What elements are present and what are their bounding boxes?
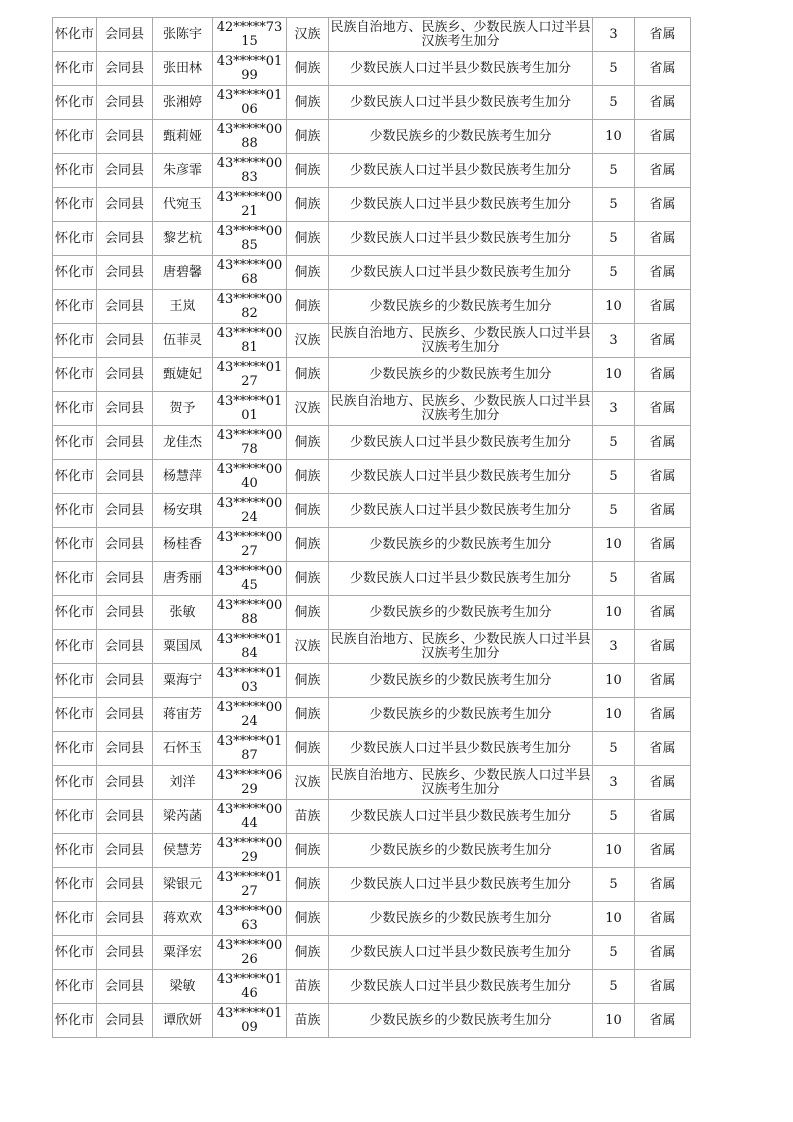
bonus-policy-cell: 少数民族人口过半县少数民族考生加分 xyxy=(329,494,593,528)
id-number-cell: 43*****0127 xyxy=(213,868,287,902)
table-row xyxy=(53,154,691,188)
table-row xyxy=(53,528,691,562)
county-cell: 会同县 xyxy=(97,596,153,630)
ethnicity-cell: 侗族 xyxy=(287,902,329,936)
bonus-policy-cell: 少数民族人口过半县少数民族考生加分 xyxy=(329,154,593,188)
table-row xyxy=(53,324,691,358)
city-cell: 怀化市 xyxy=(53,188,97,222)
ethnicity-cell: 侗族 xyxy=(287,188,329,222)
city-cell: 怀化市 xyxy=(53,18,97,52)
city-cell: 怀化市 xyxy=(53,528,97,562)
bonus-points-cell: 3 xyxy=(593,324,635,358)
name-cell: 张敏 xyxy=(153,596,213,630)
id-number-cell: 43*****0109 xyxy=(213,1004,287,1038)
table-body xyxy=(53,18,691,1038)
county-cell: 会同县 xyxy=(97,630,153,664)
ethnicity-cell: 侗族 xyxy=(287,868,329,902)
bonus-policy-cell: 民族自治地方、民族乡、少数民族人口过半县汉族考生加分 xyxy=(329,630,593,664)
bonus-policy-cell: 少数民族人口过半县少数民族考生加分 xyxy=(329,562,593,596)
level-cell: 省属 xyxy=(635,290,691,324)
level-cell: 省属 xyxy=(635,970,691,1004)
id-number-cell: 43*****0083 xyxy=(213,154,287,188)
ethnicity-cell: 侗族 xyxy=(287,936,329,970)
bonus-policy-cell: 少数民族人口过半县少数民族考生加分 xyxy=(329,426,593,460)
ethnicity-cell: 侗族 xyxy=(287,290,329,324)
bonus-points-cell: 5 xyxy=(593,188,635,222)
county-cell: 会同县 xyxy=(97,86,153,120)
bonus-points-cell: 10 xyxy=(593,290,635,324)
bonus-points-cell: 5 xyxy=(593,562,635,596)
bonus-policy-cell: 少数民族乡的少数民族考生加分 xyxy=(329,1004,593,1038)
city-cell: 怀化市 xyxy=(53,222,97,256)
bonus-policy-cell: 少数民族乡的少数民族考生加分 xyxy=(329,596,593,630)
ethnicity-cell: 侗族 xyxy=(287,222,329,256)
bonus-points-cell: 5 xyxy=(593,732,635,766)
id-number-cell: 43*****0187 xyxy=(213,732,287,766)
bonus-points-table xyxy=(52,17,691,1038)
name-cell: 唐秀丽 xyxy=(153,562,213,596)
city-cell: 怀化市 xyxy=(53,868,97,902)
county-cell: 会同县 xyxy=(97,52,153,86)
county-cell: 会同县 xyxy=(97,528,153,562)
level-cell: 省属 xyxy=(635,18,691,52)
bonus-points-cell: 5 xyxy=(593,86,635,120)
name-cell: 杨桂香 xyxy=(153,528,213,562)
name-cell: 粟海宁 xyxy=(153,664,213,698)
level-cell: 省属 xyxy=(635,426,691,460)
table-row xyxy=(53,290,691,324)
bonus-points-cell: 10 xyxy=(593,528,635,562)
table-row xyxy=(53,936,691,970)
bonus-policy-cell: 少数民族人口过半县少数民族考生加分 xyxy=(329,970,593,1004)
county-cell: 会同县 xyxy=(97,970,153,1004)
bonus-policy-cell: 民族自治地方、民族乡、少数民族人口过半县汉族考生加分 xyxy=(329,766,593,800)
level-cell: 省属 xyxy=(635,324,691,358)
bonus-policy-cell: 少数民族人口过半县少数民族考生加分 xyxy=(329,800,593,834)
county-cell: 会同县 xyxy=(97,154,153,188)
name-cell: 梁银元 xyxy=(153,868,213,902)
bonus-policy-cell: 少数民族乡的少数民族考生加分 xyxy=(329,698,593,732)
city-cell: 怀化市 xyxy=(53,732,97,766)
bonus-policy-cell: 少数民族乡的少数民族考生加分 xyxy=(329,902,593,936)
name-cell: 王岚 xyxy=(153,290,213,324)
table-row xyxy=(53,358,691,392)
bonus-policy-cell: 少数民族人口过半县少数民族考生加分 xyxy=(329,936,593,970)
name-cell: 梁芮菡 xyxy=(153,800,213,834)
level-cell: 省属 xyxy=(635,1004,691,1038)
county-cell: 会同县 xyxy=(97,732,153,766)
id-number-cell: 43*****0027 xyxy=(213,528,287,562)
table-row xyxy=(53,120,691,154)
bonus-policy-cell: 民族自治地方、民族乡、少数民族人口过半县汉族考生加分 xyxy=(329,18,593,52)
county-cell: 会同县 xyxy=(97,902,153,936)
id-number-cell: 43*****0078 xyxy=(213,426,287,460)
id-number-cell: 43*****0021 xyxy=(213,188,287,222)
level-cell: 省属 xyxy=(635,52,691,86)
id-number-cell: 43*****0088 xyxy=(213,120,287,154)
level-cell: 省属 xyxy=(635,86,691,120)
ethnicity-cell: 汉族 xyxy=(287,324,329,358)
city-cell: 怀化市 xyxy=(53,834,97,868)
id-number-cell: 43*****0106 xyxy=(213,86,287,120)
level-cell: 省属 xyxy=(635,664,691,698)
ethnicity-cell: 汉族 xyxy=(287,766,329,800)
id-number-cell: 43*****0024 xyxy=(213,698,287,732)
city-cell: 怀化市 xyxy=(53,460,97,494)
id-number-cell: 43*****0026 xyxy=(213,936,287,970)
ethnicity-cell: 汉族 xyxy=(287,630,329,664)
city-cell: 怀化市 xyxy=(53,120,97,154)
ethnicity-cell: 侗族 xyxy=(287,460,329,494)
id-number-cell: 43*****0044 xyxy=(213,800,287,834)
name-cell: 伍菲灵 xyxy=(153,324,213,358)
table-row xyxy=(53,256,691,290)
bonus-points-cell: 5 xyxy=(593,52,635,86)
bonus-points-cell: 5 xyxy=(593,222,635,256)
level-cell: 省属 xyxy=(635,528,691,562)
table-row xyxy=(53,902,691,936)
ethnicity-cell: 侗族 xyxy=(287,52,329,86)
ethnicity-cell: 侗族 xyxy=(287,154,329,188)
bonus-policy-cell: 民族自治地方、民族乡、少数民族人口过半县汉族考生加分 xyxy=(329,392,593,426)
city-cell: 怀化市 xyxy=(53,698,97,732)
id-number-cell: 43*****0081 xyxy=(213,324,287,358)
city-cell: 怀化市 xyxy=(53,970,97,1004)
table-row xyxy=(53,460,691,494)
table-row xyxy=(53,868,691,902)
ethnicity-cell: 汉族 xyxy=(287,18,329,52)
bonus-policy-cell: 少数民族乡的少数民族考生加分 xyxy=(329,358,593,392)
table-row xyxy=(53,222,691,256)
name-cell: 蒋欢欢 xyxy=(153,902,213,936)
level-cell: 省属 xyxy=(635,868,691,902)
table-row xyxy=(53,426,691,460)
bonus-points-cell: 3 xyxy=(593,630,635,664)
bonus-policy-cell: 民族自治地方、民族乡、少数民族人口过半县汉族考生加分 xyxy=(329,324,593,358)
name-cell: 张陈宇 xyxy=(153,18,213,52)
name-cell: 张田林 xyxy=(153,52,213,86)
name-cell: 刘洋 xyxy=(153,766,213,800)
ethnicity-cell: 侗族 xyxy=(287,494,329,528)
bonus-points-cell: 10 xyxy=(593,358,635,392)
name-cell: 甄莉娅 xyxy=(153,120,213,154)
city-cell: 怀化市 xyxy=(53,52,97,86)
bonus-points-cell: 10 xyxy=(593,120,635,154)
ethnicity-cell: 侗族 xyxy=(287,834,329,868)
ethnicity-cell: 侗族 xyxy=(287,664,329,698)
bonus-points-cell: 3 xyxy=(593,18,635,52)
name-cell: 杨安琪 xyxy=(153,494,213,528)
name-cell: 石怀玉 xyxy=(153,732,213,766)
id-number-cell: 43*****0024 xyxy=(213,494,287,528)
ethnicity-cell: 侗族 xyxy=(287,596,329,630)
id-number-cell: 43*****0082 xyxy=(213,290,287,324)
name-cell: 唐碧馨 xyxy=(153,256,213,290)
bonus-points-cell: 10 xyxy=(593,902,635,936)
bonus-points-cell: 10 xyxy=(593,1004,635,1038)
county-cell: 会同县 xyxy=(97,358,153,392)
level-cell: 省属 xyxy=(635,596,691,630)
level-cell: 省属 xyxy=(635,800,691,834)
city-cell: 怀化市 xyxy=(53,902,97,936)
table-row xyxy=(53,800,691,834)
bonus-policy-cell: 少数民族乡的少数民族考生加分 xyxy=(329,120,593,154)
id-number-cell: 43*****0029 xyxy=(213,834,287,868)
county-cell: 会同县 xyxy=(97,868,153,902)
name-cell: 贺予 xyxy=(153,392,213,426)
id-number-cell: 43*****0127 xyxy=(213,358,287,392)
level-cell: 省属 xyxy=(635,902,691,936)
table-row xyxy=(53,18,691,52)
bonus-points-cell: 3 xyxy=(593,392,635,426)
county-cell: 会同县 xyxy=(97,834,153,868)
level-cell: 省属 xyxy=(635,392,691,426)
table-row xyxy=(53,562,691,596)
bonus-policy-cell: 少数民族乡的少数民族考生加分 xyxy=(329,834,593,868)
city-cell: 怀化市 xyxy=(53,664,97,698)
id-number-cell: 43*****0063 xyxy=(213,902,287,936)
level-cell: 省属 xyxy=(635,732,691,766)
table-row xyxy=(53,970,691,1004)
name-cell: 粟泽宏 xyxy=(153,936,213,970)
level-cell: 省属 xyxy=(635,460,691,494)
bonus-points-cell: 5 xyxy=(593,800,635,834)
bonus-policy-cell: 少数民族人口过半县少数民族考生加分 xyxy=(329,868,593,902)
table-row xyxy=(53,834,691,868)
county-cell: 会同县 xyxy=(97,1004,153,1038)
id-number-cell: 43*****0085 xyxy=(213,222,287,256)
id-number-cell: 43*****0629 xyxy=(213,766,287,800)
bonus-points-cell: 5 xyxy=(593,494,635,528)
bonus-policy-cell: 少数民族人口过半县少数民族考生加分 xyxy=(329,222,593,256)
level-cell: 省属 xyxy=(635,834,691,868)
bonus-policy-cell: 少数民族人口过半县少数民族考生加分 xyxy=(329,86,593,120)
level-cell: 省属 xyxy=(635,222,691,256)
bonus-policy-cell: 少数民族乡的少数民族考生加分 xyxy=(329,664,593,698)
ethnicity-cell: 侗族 xyxy=(287,562,329,596)
level-cell: 省属 xyxy=(635,494,691,528)
id-number-cell: 43*****0103 xyxy=(213,664,287,698)
level-cell: 省属 xyxy=(635,256,691,290)
county-cell: 会同县 xyxy=(97,256,153,290)
id-number-cell: 43*****0146 xyxy=(213,970,287,1004)
bonus-policy-cell: 少数民族乡的少数民族考生加分 xyxy=(329,528,593,562)
level-cell: 省属 xyxy=(635,562,691,596)
table-row xyxy=(53,698,691,732)
name-cell: 龙佳杰 xyxy=(153,426,213,460)
bonus-points-cell: 5 xyxy=(593,970,635,1004)
city-cell: 怀化市 xyxy=(53,596,97,630)
ethnicity-cell: 侗族 xyxy=(287,86,329,120)
county-cell: 会同县 xyxy=(97,562,153,596)
county-cell: 会同县 xyxy=(97,460,153,494)
table-row xyxy=(53,596,691,630)
name-cell: 张湘婷 xyxy=(153,86,213,120)
id-number-cell: 43*****0040 xyxy=(213,460,287,494)
county-cell: 会同县 xyxy=(97,426,153,460)
city-cell: 怀化市 xyxy=(53,494,97,528)
ethnicity-cell: 侗族 xyxy=(287,426,329,460)
ethnicity-cell: 侗族 xyxy=(287,698,329,732)
level-cell: 省属 xyxy=(635,766,691,800)
county-cell: 会同县 xyxy=(97,800,153,834)
county-cell: 会同县 xyxy=(97,18,153,52)
table-row xyxy=(53,392,691,426)
name-cell: 谭欣妍 xyxy=(153,1004,213,1038)
ethnicity-cell: 侗族 xyxy=(287,732,329,766)
bonus-points-cell: 5 xyxy=(593,460,635,494)
table-row xyxy=(53,494,691,528)
level-cell: 省属 xyxy=(635,698,691,732)
name-cell: 代宛玉 xyxy=(153,188,213,222)
level-cell: 省属 xyxy=(635,936,691,970)
name-cell: 梁敏 xyxy=(153,970,213,1004)
bonus-policy-cell: 少数民族乡的少数民族考生加分 xyxy=(329,290,593,324)
ethnicity-cell: 侗族 xyxy=(287,120,329,154)
city-cell: 怀化市 xyxy=(53,86,97,120)
level-cell: 省属 xyxy=(635,358,691,392)
county-cell: 会同县 xyxy=(97,494,153,528)
county-cell: 会同县 xyxy=(97,698,153,732)
id-number-cell: 43*****0101 xyxy=(213,392,287,426)
table-row xyxy=(53,766,691,800)
name-cell: 蒋宙芳 xyxy=(153,698,213,732)
city-cell: 怀化市 xyxy=(53,290,97,324)
name-cell: 杨慧萍 xyxy=(153,460,213,494)
ethnicity-cell: 苗族 xyxy=(287,800,329,834)
id-number-cell: 43*****0184 xyxy=(213,630,287,664)
ethnicity-cell: 汉族 xyxy=(287,392,329,426)
county-cell: 会同县 xyxy=(97,936,153,970)
bonus-policy-cell: 少数民族人口过半县少数民族考生加分 xyxy=(329,256,593,290)
bonus-policy-cell: 少数民族人口过半县少数民族考生加分 xyxy=(329,732,593,766)
city-cell: 怀化市 xyxy=(53,1004,97,1038)
county-cell: 会同县 xyxy=(97,664,153,698)
city-cell: 怀化市 xyxy=(53,800,97,834)
bonus-points-cell: 5 xyxy=(593,154,635,188)
bonus-policy-cell: 少数民族人口过半县少数民族考生加分 xyxy=(329,52,593,86)
city-cell: 怀化市 xyxy=(53,630,97,664)
ethnicity-cell: 侗族 xyxy=(287,528,329,562)
bonus-policy-cell: 少数民族人口过半县少数民族考生加分 xyxy=(329,188,593,222)
city-cell: 怀化市 xyxy=(53,562,97,596)
county-cell: 会同县 xyxy=(97,188,153,222)
bonus-points-cell: 5 xyxy=(593,868,635,902)
id-number-cell: 43*****0199 xyxy=(213,52,287,86)
bonus-points-cell: 3 xyxy=(593,766,635,800)
level-cell: 省属 xyxy=(635,630,691,664)
table-row xyxy=(53,52,691,86)
level-cell: 省属 xyxy=(635,154,691,188)
name-cell: 朱彦霏 xyxy=(153,154,213,188)
county-cell: 会同县 xyxy=(97,222,153,256)
id-number-cell: 43*****0045 xyxy=(213,562,287,596)
name-cell: 侯慧芳 xyxy=(153,834,213,868)
county-cell: 会同县 xyxy=(97,392,153,426)
city-cell: 怀化市 xyxy=(53,358,97,392)
id-number-cell: 42*****7315 xyxy=(213,18,287,52)
bonus-points-cell: 10 xyxy=(593,834,635,868)
id-number-cell: 43*****0068 xyxy=(213,256,287,290)
name-cell: 粟国凤 xyxy=(153,630,213,664)
table-row xyxy=(53,86,691,120)
bonus-policy-cell: 少数民族人口过半县少数民族考生加分 xyxy=(329,460,593,494)
city-cell: 怀化市 xyxy=(53,256,97,290)
bonus-points-cell: 10 xyxy=(593,664,635,698)
table-row xyxy=(53,188,691,222)
city-cell: 怀化市 xyxy=(53,154,97,188)
ethnicity-cell: 苗族 xyxy=(287,1004,329,1038)
level-cell: 省属 xyxy=(635,120,691,154)
bonus-points-cell: 5 xyxy=(593,256,635,290)
table-row xyxy=(53,664,691,698)
county-cell: 会同县 xyxy=(97,290,153,324)
name-cell: 黎艺杭 xyxy=(153,222,213,256)
bonus-points-cell: 5 xyxy=(593,936,635,970)
bonus-points-cell: 10 xyxy=(593,596,635,630)
city-cell: 怀化市 xyxy=(53,766,97,800)
ethnicity-cell: 苗族 xyxy=(287,970,329,1004)
table-row xyxy=(53,732,691,766)
name-cell: 甄婕妃 xyxy=(153,358,213,392)
city-cell: 怀化市 xyxy=(53,324,97,358)
table-row xyxy=(53,1004,691,1038)
table-row xyxy=(53,630,691,664)
ethnicity-cell: 侗族 xyxy=(287,256,329,290)
ethnicity-cell: 侗族 xyxy=(287,358,329,392)
bonus-points-cell: 5 xyxy=(593,426,635,460)
city-cell: 怀化市 xyxy=(53,936,97,970)
id-number-cell: 43*****0088 xyxy=(213,596,287,630)
county-cell: 会同县 xyxy=(97,120,153,154)
county-cell: 会同县 xyxy=(97,324,153,358)
bonus-points-cell: 10 xyxy=(593,698,635,732)
county-cell: 会同县 xyxy=(97,766,153,800)
level-cell: 省属 xyxy=(635,188,691,222)
city-cell: 怀化市 xyxy=(53,426,97,460)
city-cell: 怀化市 xyxy=(53,392,97,426)
